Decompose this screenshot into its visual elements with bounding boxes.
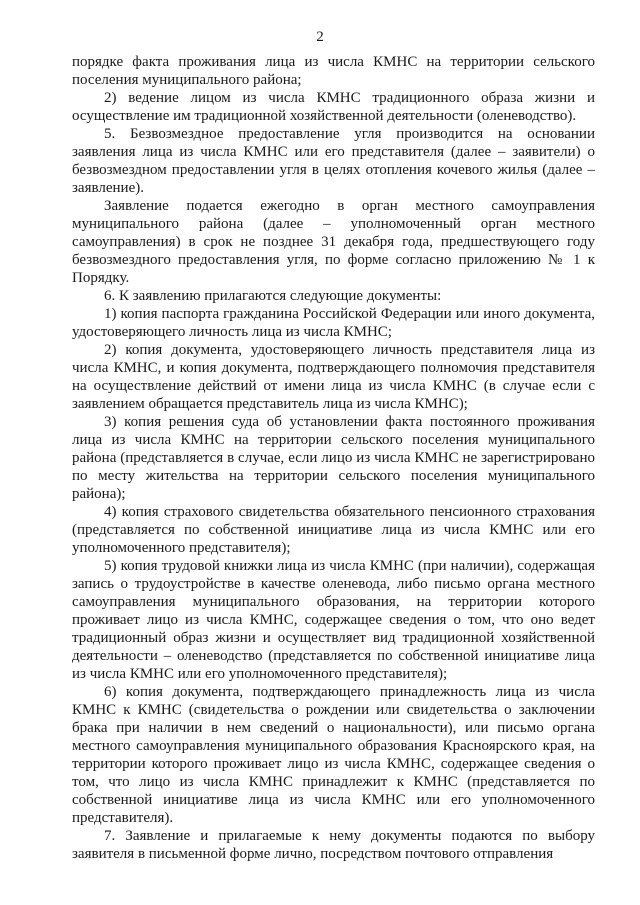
paragraph-doc-2-representative: 2) копия документа, удостоверяющего личность представителя лица из числа КМНС, и копия документа, подтверждающего полномочия представителя на осуществление действий от имени лица из числа КМНС (в случае если с заявлением обращается представитель лица из числа КМНС); <box>72 342 595 412</box>
paragraph-section-5: 5. Безвозмездное предоставление угля производится на основании заявления лица из числа КМНС или его представителя (далее – заявители) о безвозмездном предоставлении угля в целях отопления кочевого жилья (далее – заявление). <box>72 126 595 196</box>
paragraph-doc-3-court-decision: 3) копия решения суда об установлении факта постоянного проживания лица из числа КМНС на территории сельского поселения муниципального района (представляется в случае, если лицо из числа КМНС не зарегистрировано по месту жительства на территории сельского поселения муниципального района); <box>72 414 595 502</box>
paragraph-doc-6-nationality: 6) копия документа, подтверждающего принадлежность лица из числа КМНС к КМНС (свидетельства о рождении или свидетельства о заключении брака при наличии в нем сведений о национальности), или письмо органа местного самоуправления муниципального образования Красноярского края, на территории которого проживает лицо из числа КМНС, содержащее сведения о том, что лицо из числа КМНС принадлежит к КМНС (представляется по собственной инициативе лица из числа КМНС или его уполномоченного представителя). <box>72 684 595 826</box>
paragraph-doc-1-passport: 1) копия паспорта гражданина Российской Федерации или иного документа, удостоверяющего личность лица из числа КМНС; <box>72 306 595 340</box>
paragraph-doc-4-pension: 4) копия страхового свидетельства обязательного пенсионного страхования (представляется по собственной инициативе лица из числа КМНС или его уполномоченного представителя); <box>72 504 595 556</box>
page-number: 2 <box>316 29 324 45</box>
paragraph-continuation: порядке факта проживания лица из числа КМНС на территории сельского поселения муниципального района; <box>72 54 595 88</box>
paragraph-application-deadline: Заявление подается ежегодно в орган местного самоуправления муниципального района (далее – уполномоченный орган местного самоуправления) в срок не позднее 31 декабря года, предшествующего году безвозмездного предоставления угля, по форме согласно приложению № 1 к Порядку. <box>72 198 595 286</box>
paragraph-section-7: 7. Заявление и прилагаемые к нему документы подаются по выбору заявителя в письменной форме лично, посредством почтового отправления <box>72 828 595 862</box>
paragraph-item-2-lifestyle: 2) ведение лицом из числа КМНС традиционного образа жизни и осуществление им традиционной хозяйственной деятельности (оленеводство). <box>72 90 595 124</box>
paragraph-section-6: 6. К заявлению прилагаются следующие документы: <box>104 288 442 304</box>
document-body <box>72 53 595 863</box>
paragraph-doc-5-workbook: 5) копия трудовой книжки лица из числа КМНС (при наличии), содержащая запись о трудоустройстве в качестве оленевода, либо письмо органа местного самоуправления муниципального образования, на территории которого проживает лицо из числа КМНС, содержащее сведения о том, что оно ведет традиционный образ жизни и осуществляет вид традиционной хозяйственной деятельности – оленеводство (представляется по собственной инициативе лица из числа КМНС или его уполномоченного представителя); <box>72 558 595 682</box>
